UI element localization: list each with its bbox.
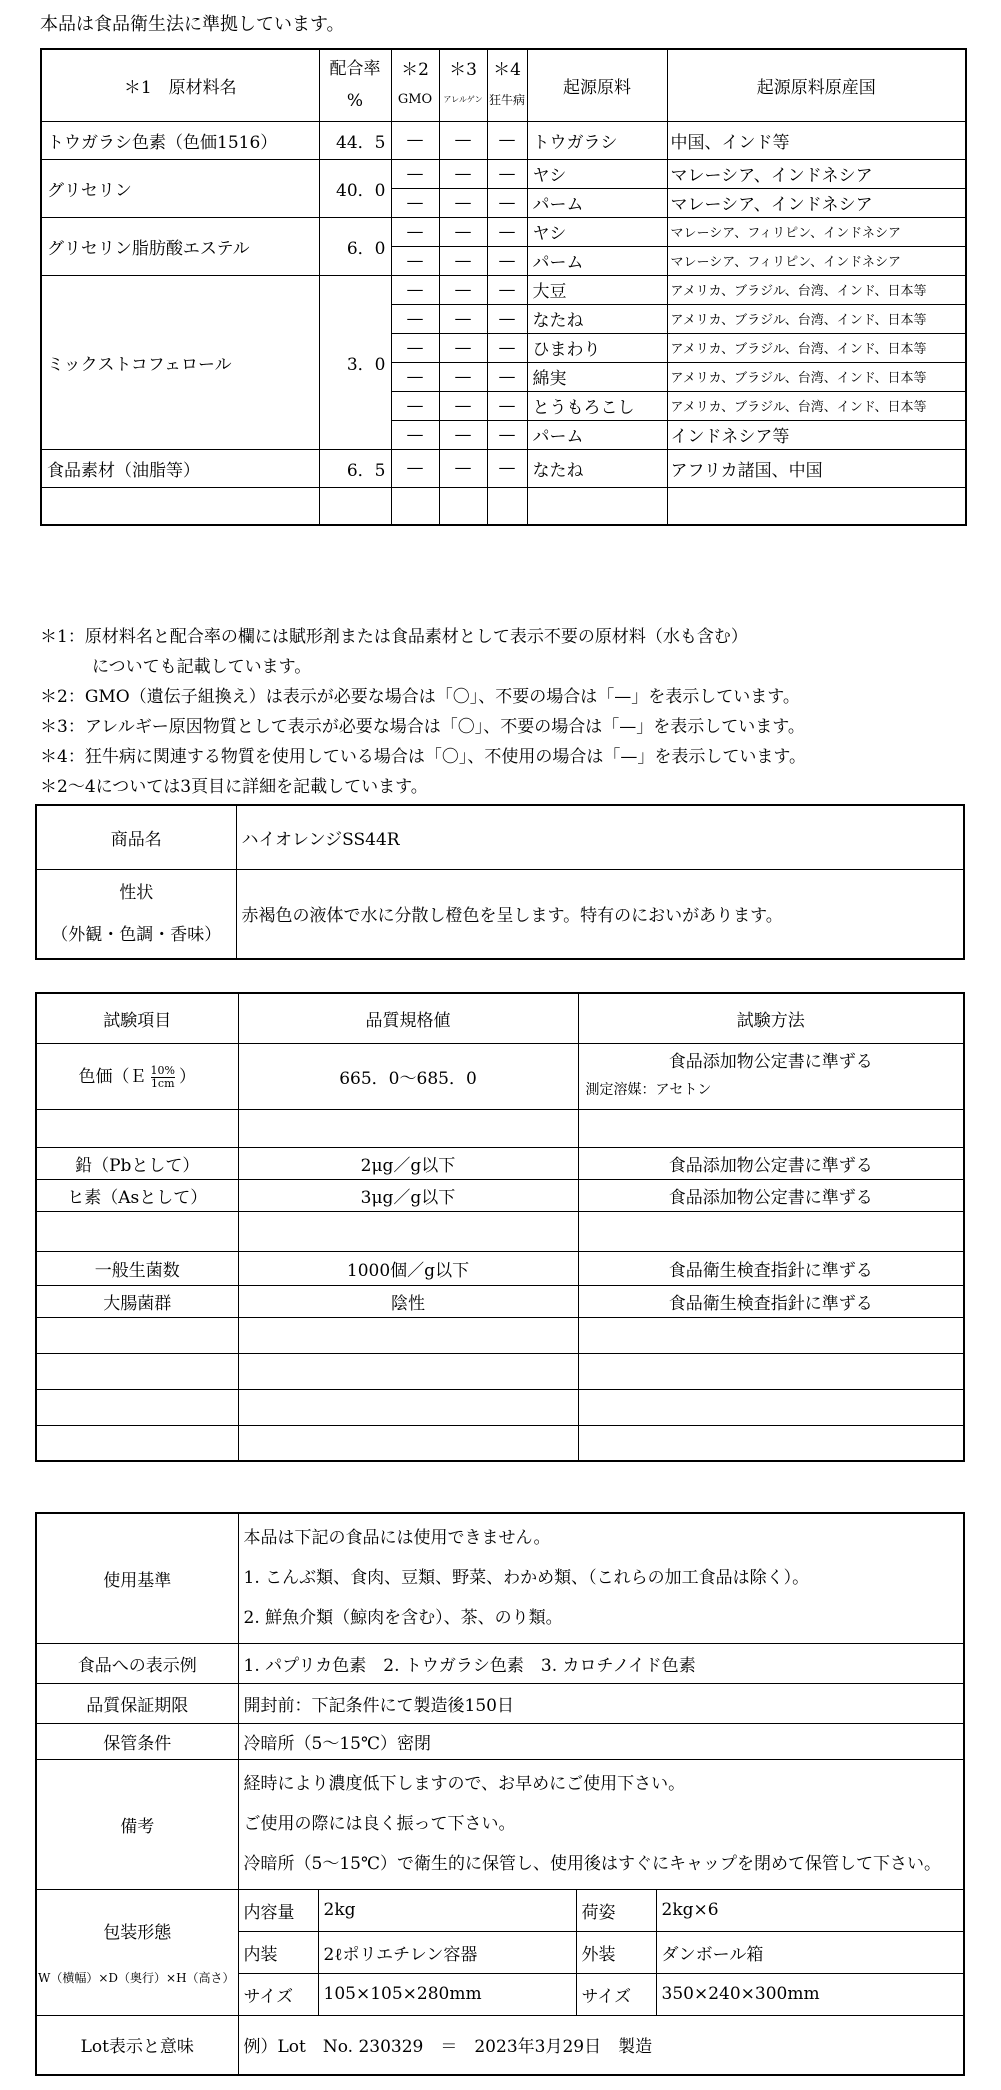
origin-country: マレーシア、フィリピン、インドネシア <box>667 217 966 246</box>
gmo-mark: — <box>391 217 439 246</box>
header-spec-value: 品質規格値 <box>238 993 578 1043</box>
allergen-mark: — <box>439 304 487 333</box>
origin-material: パーム <box>527 188 667 217</box>
gmo-mark: — <box>391 246 439 275</box>
origin-country: アメリカ、ブラジル、台湾、インド、日本等 <box>667 304 966 333</box>
footnotes <box>40 622 806 802</box>
origin-material: ヤシ <box>527 159 667 188</box>
packing-label: 荷姿 <box>576 1889 656 1931</box>
ingredient-ratio: 44．5 <box>319 121 391 159</box>
test-item-color-value: 色価（Ｅ $\frac{10\%}{1cm}$ ） <box>36 1043 238 1109</box>
inner-pack-value: 2ℓポリエチレン容器 <box>318 1931 576 1973</box>
lot-value: 例）Lot No. 230329 ＝ 2023年3月29日 製造 <box>238 2015 964 2075</box>
allergen-mark: — <box>439 217 487 246</box>
origin-material: 大豆 <box>527 275 667 304</box>
spec-color-value: 665．0～685．0 <box>238 1043 578 1109</box>
outer-pack-value: ダンボール箱 <box>656 1931 964 1973</box>
bse-mark: — <box>487 362 527 391</box>
packaging-dimension-legend: W（横幅）×D（奥行）×H（高さ） <box>38 1971 235 1985</box>
content-label: 内容量 <box>238 1889 318 1931</box>
measurement-solvent: 測定溶媒：アセトン <box>585 1082 712 1098</box>
usage-standard-label: 使用基準 <box>36 1513 238 1643</box>
product-name-value: ハイオレンジSS44R <box>236 805 964 869</box>
test-row-arsenic <box>36 1179 964 1211</box>
test-specification-table <box>35 992 965 1462</box>
inner-pack-label: 内装 <box>238 1931 318 1973</box>
header-test-item: 試験項目 <box>36 993 238 1043</box>
footnote-1-continued: についても記載しています。 <box>92 657 312 677</box>
bse-mark: — <box>487 449 527 487</box>
product-table <box>35 804 965 960</box>
origin-country: マレーシア、インドネシア <box>667 159 966 188</box>
origin-country: マレーシア、フィリピン、インドネシア <box>667 246 966 275</box>
origin-country: アメリカ、ブラジル、台湾、インド、日本等 <box>667 333 966 362</box>
allergen-mark: — <box>439 188 487 217</box>
ingredients-header-row <box>41 49 966 121</box>
method-lead: 食品添加物公定書に準ずる <box>578 1147 964 1179</box>
bse-mark: — <box>487 304 527 333</box>
ingredient-ratio: 6．0 <box>319 217 391 275</box>
gmo-mark: — <box>391 362 439 391</box>
ingredient-name: グリセリン脂肪酸エステル <box>41 217 319 275</box>
origin-material: ヤシ <box>527 217 667 246</box>
allergen-mark: — <box>439 246 487 275</box>
ingredient-name: ミックストコフェロール <box>41 275 319 449</box>
footnote-1: ＊1：原材料名と配合率の欄には賦形剤または食品素材として表示不要の原材料（水も含む） <box>40 627 748 647</box>
origin-material: なたね <box>527 304 667 333</box>
origin-country: 中国、インド等 <box>667 121 966 159</box>
header-ratio: 配合率 % <box>319 49 391 121</box>
test-row-bacteria <box>36 1251 964 1285</box>
display-example-value: 1. パプリカ色素 2. トウガラシ色素 3. カロチノイド色素 <box>238 1643 964 1683</box>
test-item-lead: 鉛（Pbとして） <box>36 1147 238 1179</box>
origin-country: アメリカ、ブラジル、台湾、インド、日本等 <box>667 391 966 420</box>
header-test-method: 試験方法 <box>578 993 964 1043</box>
ingredient-sub-row <box>41 159 966 188</box>
lot-label: Lot表示と意味 <box>36 2015 238 2075</box>
origin-country: アメリカ、ブラジル、台湾、インド、日本等 <box>667 362 966 391</box>
ingredient-sub-row <box>41 121 966 159</box>
outer-size-value: 350×240×300mm <box>656 1973 964 2015</box>
empty-row <box>41 487 966 525</box>
allergen-mark: — <box>439 362 487 391</box>
warranty-value: 開封前：下記条件にて製造後150日 <box>238 1683 964 1723</box>
ingredient-ratio: 3．0 <box>319 275 391 449</box>
bse-mark: — <box>487 246 527 275</box>
inner-size-value: 105×105×280mm <box>318 1973 576 2015</box>
origin-material: 綿実 <box>527 362 667 391</box>
test-row-lead <box>36 1147 964 1179</box>
test-row-coliform <box>36 1285 964 1317</box>
spec-coliform: 陰性 <box>238 1285 578 1317</box>
test-item-arsenic: ヒ素（Asとして） <box>36 1179 238 1211</box>
ingredient-sub-row <box>41 275 966 304</box>
test-row-color-value <box>36 1043 964 1109</box>
ingredient-ratio: 40．0 <box>319 159 391 217</box>
bse-mark: — <box>487 391 527 420</box>
gmo-mark: — <box>391 304 439 333</box>
storage-value: 冷暗所（5～15℃）密閉 <box>238 1723 964 1759</box>
method-color-value: 食品添加物公定書に準ずる 測定溶媒：アセトン <box>578 1043 964 1109</box>
gmo-mark: — <box>391 121 439 159</box>
origin-material: トウガラシ <box>527 121 667 159</box>
spec-arsenic: 3μg／g以下 <box>238 1179 578 1211</box>
ingredient-name: 食品素材（油脂等） <box>41 449 319 487</box>
remarks-value: 経時により濃度低下しますので、お早めにご使用下さい。 ご使用の際には良く振って下さい。 冷暗所（5～15℃）で衛生的に保管し、使用後はすぐにキャップを閉めて保管して下さい。 <box>238 1759 964 1889</box>
allergen-mark: — <box>439 391 487 420</box>
outer-size-label: サイズ <box>576 1973 656 2015</box>
bse-mark: — <box>487 121 527 159</box>
ingredient-sub-row <box>41 217 966 246</box>
spec-lead: 2μg／g以下 <box>238 1147 578 1179</box>
header-bse: ＊4 狂牛病 <box>487 49 527 121</box>
gmo-mark: — <box>391 420 439 449</box>
outer-pack-label: 外装 <box>576 1931 656 1973</box>
method-coliform: 食品衛生検査指針に準ずる <box>578 1285 964 1317</box>
footnote-4: ＊4：狂牛病に関連する物質を使用している場合は「〇」、不使用の場合は「—」を表示しています。 <box>40 747 806 767</box>
bse-mark: — <box>487 217 527 246</box>
bse-mark: — <box>487 333 527 362</box>
method-bacteria: 食品衛生検査指針に準ずる <box>578 1251 964 1285</box>
allergen-mark: — <box>439 449 487 487</box>
remarks-label: 備考 <box>36 1759 238 1889</box>
gmo-mark: — <box>391 449 439 487</box>
bse-mark: — <box>487 159 527 188</box>
ingredients-table <box>40 48 967 526</box>
origin-material: とうもろこし <box>527 391 667 420</box>
origin-country: アフリカ諸国、中国 <box>667 449 966 487</box>
footnote-2: ＊2：GMO（遺伝子組換え）は表示が必要な場合は「〇」、不要の場合は「—」を表示しています。 <box>40 687 800 707</box>
footnote-3: ＊3：アレルギー原因物質として表示が必要な場合は「〇」、不要の場合は「—」を表示しています。 <box>40 717 805 737</box>
footnote-5: ＊2～4については3頁目に詳細を記載しています。 <box>40 777 428 797</box>
bse-mark: — <box>487 420 527 449</box>
gmo-mark: — <box>391 159 439 188</box>
gmo-mark: — <box>391 188 439 217</box>
allergen-mark: — <box>439 275 487 304</box>
spec-bacteria: 1000個／g以下 <box>238 1251 578 1285</box>
header-ingredient-name: ＊1 原材料名 <box>41 49 319 121</box>
allergen-mark: — <box>439 420 487 449</box>
properties-label: 性状 （外観・色調・香味） <box>36 869 236 959</box>
ingredient-ratio: 6．5 <box>319 449 391 487</box>
test-item-coliform: 大腸菌群 <box>36 1285 238 1317</box>
packaging-label: 包装形態 W（横幅）×D（奥行）×H（高さ） <box>36 1889 238 2015</box>
allergen-mark: — <box>439 159 487 188</box>
ingredient-sub-row <box>41 449 966 487</box>
bse-mark: — <box>487 275 527 304</box>
method-arsenic: 食品添加物公定書に準ずる <box>578 1179 964 1211</box>
usage-table <box>35 1512 965 2076</box>
compliance-statement: 本品は食品衛生法に準拠しています。 <box>40 14 345 35</box>
origin-material: なたね <box>527 449 667 487</box>
content-value: 2kg <box>318 1889 576 1931</box>
origin-material: パーム <box>527 420 667 449</box>
inner-size-label: サイズ <box>238 1973 318 2015</box>
origin-material: ひまわり <box>527 333 667 362</box>
test-item-bacteria: 一般生菌数 <box>36 1251 238 1285</box>
gmo-mark: — <box>391 275 439 304</box>
storage-label: 保管条件 <box>36 1723 238 1759</box>
ingredient-name: トウガラシ色素（色価1516） <box>41 121 319 159</box>
header-gmo: ＊2 GMO <box>391 49 439 121</box>
packing-value: 2kg×6 <box>656 1889 964 1931</box>
display-example-label: 食品への表示例 <box>36 1643 238 1683</box>
allergen-mark: — <box>439 333 487 362</box>
gmo-mark: — <box>391 333 439 362</box>
origin-material: パーム <box>527 246 667 275</box>
warranty-label: 品質保証期限 <box>36 1683 238 1723</box>
origin-country: インドネシア等 <box>667 420 966 449</box>
origin-country: アメリカ、ブラジル、台湾、インド、日本等 <box>667 275 966 304</box>
properties-value: 赤褐色の液体で水に分散し橙色を呈します。特有のにおいがあります。 <box>236 869 964 959</box>
header-origin-country: 起源原料原産国 <box>667 49 966 121</box>
product-name-label: 商品名 <box>36 805 236 869</box>
gmo-mark: — <box>391 391 439 420</box>
usage-standard-value: 本品は下記の食品には使用できません。 1. こんぶ類、食肉、豆類、野菜、わかめ類、（これらの加工食品は除く）。 2. 鮮魚介類（鯨肉を含む）、茶、のり類。 <box>238 1513 964 1643</box>
origin-country: マレーシア、インドネシア <box>667 188 966 217</box>
header-allergen: ＊3 アレルゲン <box>439 49 487 121</box>
ingredient-name: グリセリン <box>41 159 319 217</box>
allergen-mark: — <box>439 121 487 159</box>
bse-mark: — <box>487 188 527 217</box>
header-origin: 起源原料 <box>527 49 667 121</box>
